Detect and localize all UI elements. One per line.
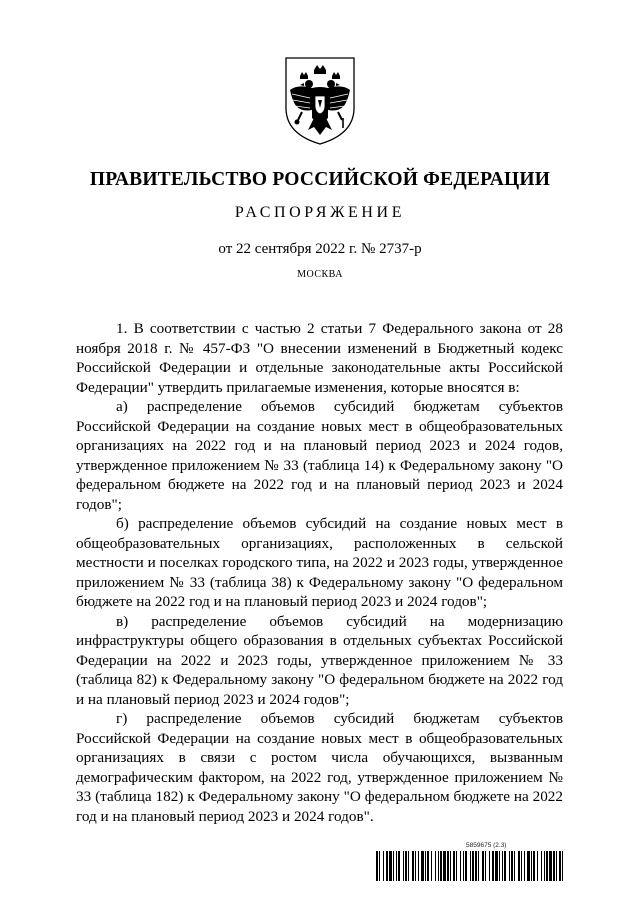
barcode-bar xyxy=(514,851,515,881)
barcode-bar xyxy=(509,851,510,881)
document-body xyxy=(76,319,563,826)
barcode-bar xyxy=(425,851,426,881)
barcode-bar xyxy=(478,851,479,881)
document-city: МОСКВА xyxy=(297,269,343,280)
barcode-bar xyxy=(386,851,388,881)
barcode-bar xyxy=(438,851,439,881)
barcode-bar xyxy=(489,851,490,881)
barcode-bar xyxy=(460,851,461,881)
barcode-bar xyxy=(511,851,513,881)
barcode-bar xyxy=(418,851,419,881)
barcode-bar xyxy=(541,851,542,881)
barcode-bar xyxy=(559,851,561,881)
barcode-icon xyxy=(376,851,565,881)
barcode-bar xyxy=(379,851,380,881)
document-code: 5859675 (2.3) xyxy=(466,842,507,849)
barcode-bar xyxy=(521,851,522,881)
document-type: РАСПОРЯЖЕНИЕ xyxy=(234,204,406,221)
document-date-number: от 22 сентября 2022 г. № 2737-р xyxy=(218,241,422,257)
barcode-bar xyxy=(465,851,467,881)
barcode-bar xyxy=(403,851,404,881)
barcode-bar xyxy=(562,851,563,881)
barcode-bar xyxy=(415,851,416,881)
barcode-bar xyxy=(527,851,530,881)
barcode-bar xyxy=(485,851,486,881)
barcode-bar xyxy=(531,851,532,881)
barcode-bar xyxy=(427,851,429,881)
barcode-bar xyxy=(472,851,474,881)
barcode-bar xyxy=(440,851,442,881)
barcode-bar xyxy=(549,851,552,881)
barcode-bar xyxy=(546,851,548,881)
barcode-bar xyxy=(475,851,477,881)
paragraph-a: а) распределение объемов субсидий бюджетам субъектов Российской Федерации на создание новых мест в общеобразовательных организациях на 2022 год и на плановый период 2023 и 2024 годов, утвержденное приложением № 33 (таблица 14) к Федеральному закону "О федеральном бюджете на 2022 год и на плановый период 2023 и 2024 годов"; xyxy=(76,398,563,513)
barcode-bar xyxy=(398,851,400,881)
barcode-bar xyxy=(443,851,446,881)
paragraph-b: б) распределение объемов субсидий на создание новых мест в общеобразовательных организациях, расположенных в сельской местности и поселках городского типа, на 2022 и 2023 годы, утвержденное приложением № 33 (таблица 38) к Федеральному закону "О федеральном бюджете на 2022 год и на плановый период 2023 и 2024 годов"; xyxy=(76,515,563,610)
barcode-bar xyxy=(524,851,525,881)
double-headed-eagle-coat-of-arms-icon xyxy=(282,56,358,146)
paragraph-g: г) распределение объемов субсидий бюджетам субъектов Российской Федерации на создание новых мест в общеобразовательных организациях в связи с ростом числа обучающихся, вызванным демографическим фактором, на 2022 год, утвержденное приложением № 33 (таблица 182) к Федеральному закону "О федеральном бюджете на 2022 год и на плановый период 2023 и 2024 годов". xyxy=(76,710,563,825)
barcode-bar xyxy=(456,851,457,881)
barcode-bar xyxy=(463,851,464,881)
paragraph-v: в) распределение объемов субсидий на модернизацию инфраструктуры общего образования в отдельных субъектах Российской Федерации на 2022 и 2023 годы, утвержденное приложением № 33 (таблица 82) к Федеральному закону "О федеральном бюджете на 2022 год и на плановый период 2023 и 2024 годов"; xyxy=(76,612,563,708)
barcode-bar xyxy=(544,851,545,881)
barcode-bar xyxy=(408,851,409,881)
barcode-bar xyxy=(482,851,484,881)
barcode-bar xyxy=(537,851,538,881)
barcode-bar xyxy=(453,851,455,881)
barcode-bar xyxy=(376,851,378,881)
barcode-bar xyxy=(396,851,397,881)
organization-title: ПРАВИТЕЛЬСТВО РОССИЙСКОЙ ФЕДЕРАЦИИ xyxy=(89,169,551,190)
barcode-bar xyxy=(393,851,394,881)
barcode-bar xyxy=(447,851,449,881)
barcode-bar xyxy=(518,851,520,881)
barcode-bar xyxy=(389,851,392,881)
barcode-bar xyxy=(383,851,384,881)
barcode-bar xyxy=(412,851,414,881)
barcode-bar xyxy=(495,851,498,881)
barcode-bar xyxy=(499,851,500,881)
barcode-bar xyxy=(470,851,471,881)
barcode-bar xyxy=(431,851,432,881)
barcode-bar xyxy=(504,851,506,881)
barcode-bar xyxy=(492,851,494,881)
barcode-bar xyxy=(502,851,503,881)
emblem-svg xyxy=(282,56,358,146)
barcode-bar xyxy=(405,851,407,881)
barcode-bar xyxy=(435,851,436,881)
barcode-bar xyxy=(450,851,451,881)
barcode-bar xyxy=(556,851,557,881)
barcode-svg xyxy=(376,851,565,881)
barcode-bar xyxy=(533,851,535,881)
barcode-bar xyxy=(421,851,424,881)
paragraph-1: 1. В соответствии с частью 2 статьи 7 Федерального закона от 28 ноября 2018 г. № 457-ФЗ "О внесении изменений в Бюджетный кодекс Российской Федерации и отдельные законодательные акты Российской Федерации" утвердить прилагаемые изменения, которые вносятся в: xyxy=(76,320,563,396)
barcode-bar xyxy=(553,851,555,881)
